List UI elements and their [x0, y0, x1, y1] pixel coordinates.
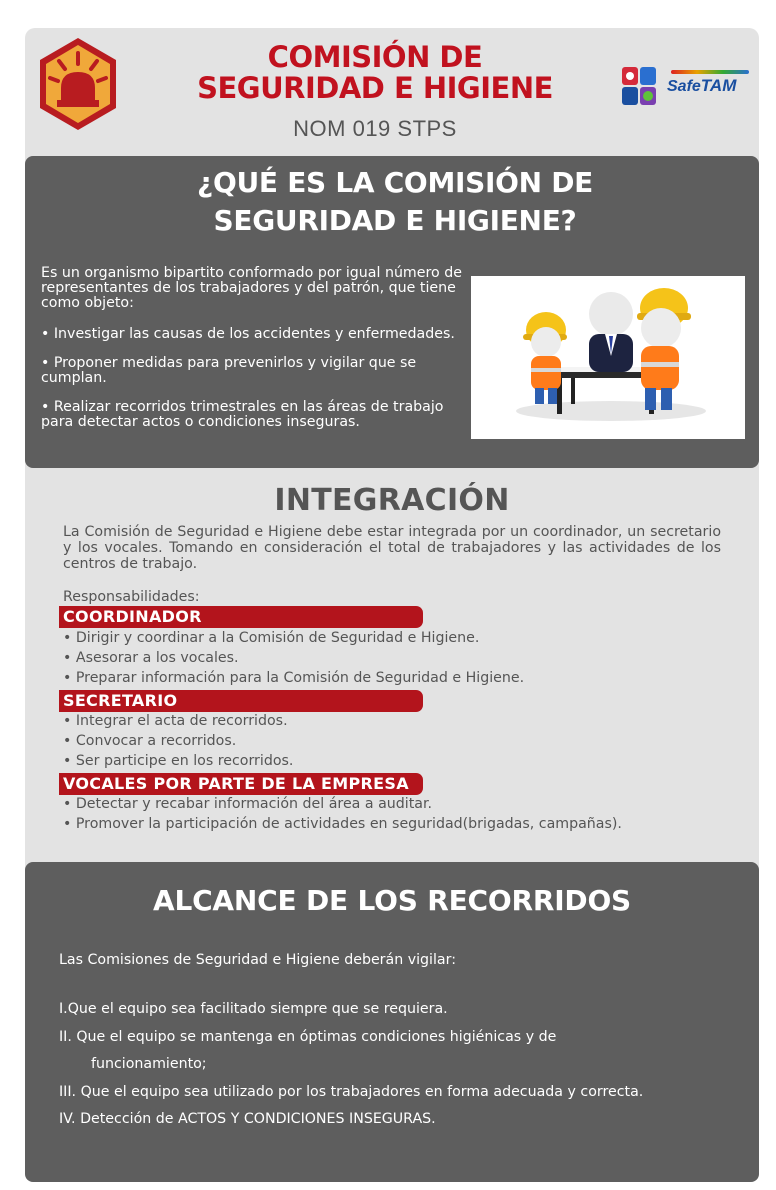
role-list-coordinador	[63, 629, 723, 688]
logo-color-stripe	[671, 70, 749, 74]
section-alcance	[25, 862, 759, 1182]
page-title	[175, 42, 575, 104]
section-integracion-intro: La Comisión de Seguridad e Higiene debe estar integrada por un coordinador, un secretario y los vocales. Tomando en consideración el total de trabajadores y las actividades de los centros de trabajo.	[63, 524, 721, 572]
objective-item: • Investigar las causas de los accidentes y enfermedades.	[41, 326, 455, 342]
header	[25, 28, 759, 158]
list-item-continuation: funcionamiento;	[91, 1056, 207, 1072]
heading-line-1: ¿QUÉ ES LA COMISIÓN DE	[197, 166, 593, 199]
list-item: • Integrar el acta de recorridos.	[63, 713, 288, 729]
section-alcance-list	[59, 996, 739, 1134]
logo-text-safe: Safe	[667, 78, 701, 95]
list-item: • Detectar y recabar información del área a auditar.	[63, 796, 433, 812]
role-header-coordinador: COORDINADOR	[59, 606, 423, 628]
list-item: • Promover la participación de actividades en seguridad(brigadas, campañas).	[63, 815, 622, 832]
logo-text-tam: TAM	[700, 76, 737, 95]
heading-line-2: SEGURIDAD E HIGIENE?	[213, 204, 577, 237]
section-que-es-text	[41, 266, 471, 444]
definition-paragraph: Es un organismo bipartito conformado por igual número de representantes de los trabajadores y del patrón, que tiene como objeto:	[41, 265, 462, 311]
title-line-1: COMISIÓN DE	[267, 40, 483, 74]
role-list-secretario	[63, 712, 723, 771]
responsibilities-label: Responsabilidades:	[63, 589, 200, 605]
list-item: • Ser participe en los recorridos.	[63, 752, 294, 769]
list-item: I.Que el equipo sea facilitado siempre que se requiera.	[59, 1001, 448, 1017]
institution-logo-icon	[621, 66, 657, 106]
objective-item: • Realizar recorridos trimestrales en las áreas de trabajo para detectar actos o condiciones inseguras.	[41, 399, 444, 430]
role-header-secretario: SECRETARIO	[59, 690, 423, 712]
section-alcance-intro: Las Comisiones de Seguridad e Higiene deberán vigilar:	[59, 952, 456, 968]
list-item: II. Que el equipo se mantenga en óptimas condiciones higiénicas y de	[59, 1028, 557, 1045]
section-que-es	[25, 156, 759, 468]
safetam-logo	[667, 76, 753, 100]
role-header-vocales: VOCALES POR PARTE DE LA EMPRESA	[59, 773, 423, 795]
list-item: • Convocar a recorridos.	[63, 732, 237, 749]
list-item: III. Que el equipo sea utilizado por los trabajadores en forma adecuada y correcta.	[59, 1083, 644, 1100]
objective-item: • Proponer medidas para prevenirlos y vigilar que se cumplan.	[41, 355, 417, 386]
section-integracion-heading: INTEGRACIÓN	[274, 483, 510, 518]
workers-meeting-illustration	[471, 276, 745, 439]
list-item: • Dirigir y coordinar a la Comisión de Seguridad e Higiene.	[63, 630, 480, 646]
page-subtitle: NOM 019 STPS	[293, 116, 457, 141]
list-item: • Preparar información para la Comisión de Seguridad e Higiene.	[63, 669, 525, 686]
title-line-2: SEGURIDAD E HIGIENE	[197, 71, 553, 105]
alarm-light-badge-icon	[37, 36, 119, 132]
role-list-vocales	[63, 795, 723, 835]
section-que-es-heading	[115, 164, 675, 240]
section-alcance-heading: ALCANCE DE LOS RECORRIDOS	[152, 884, 632, 917]
poster	[25, 28, 759, 1182]
list-item: IV. Detección de ACTOS Y CONDICIONES INSEGURAS.	[59, 1111, 436, 1127]
list-item: • Asesorar a los vocales.	[63, 649, 239, 666]
